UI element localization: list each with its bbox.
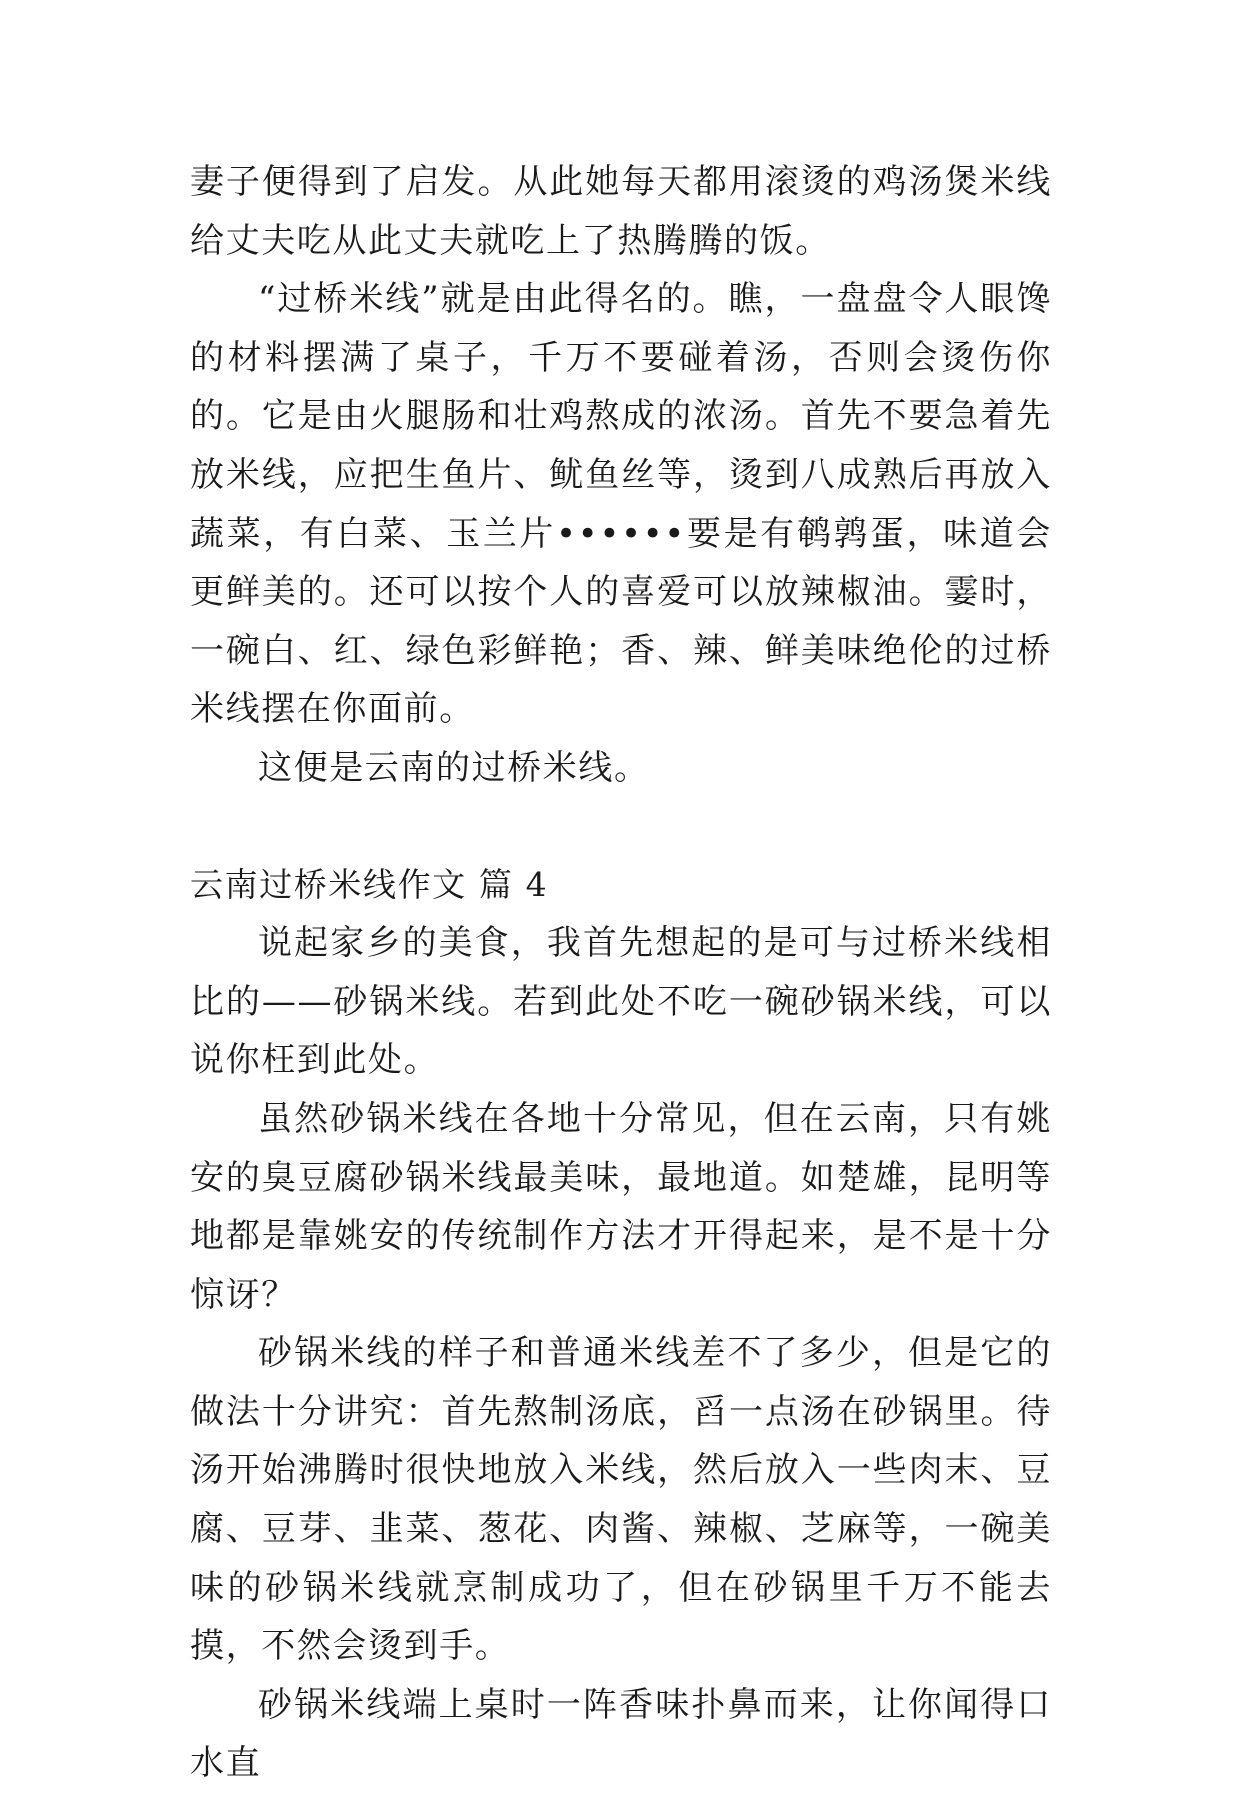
paragraph-conclusion: 这便是云南的过桥米线。 (258, 747, 650, 788)
paragraph-intro: 说起家乡的美食，我首先想起的是可与过桥米线相比的——砂锅米线。若到此处不吃一碗砂锅米线，可以说你枉到此处。 (190, 923, 1052, 1081)
section-heading: 云南过桥米线作文 篇 4 (190, 864, 549, 904)
paragraph-origin: “过桥米线”就是由此得名的。瞧，一盘盘令人眼馋的材料摆满了桌子，千万不要碰着汤，否则会烫伤你的。它是由火腿肠和壮鸡熬成的浓汤。首先不要急着先放米线，应把生鱼片、鱿鱼丝等，烫到八成熟后再放入蔬菜，有白菜、玉兰片••••••要是有鹌鹑蛋，味道会更鲜美的。还可以按个人的喜爱可以放辣椒油。霎时，一碗白、红、绿色彩鲜艳；香、辣、鲜美味绝伦的过桥米线摆在你面前。 (190, 279, 1052, 730)
paragraph-yaoan: 虽然砂锅米线在各地十分常见，但在云南，只有姚安的臭豆腐砂锅米线最美味，最地道。如楚雄，昆明等地都是靠姚安的传统制作方法才开得起来，是不是十分惊讶？ (190, 1098, 1052, 1315)
paragraph-serving: 砂锅米线端上桌时一阵香味扑鼻而来，让你闻得口水直 (190, 1684, 1052, 1784)
paragraph-method: 砂锅米线的样子和普通米线差不了多少，但是它的做法十分讲究：首先熬制汤底，舀一点汤在砂锅里。待汤开始沸腾时很快地放入米线，然后放入一些肉末、豆腐、豆芽、韭菜、葱花、肉酱、辣椒、芝麻等，一碗美味的砂锅米线就烹制成功了，但在砂锅里千万不能去摸，不然会烫到手。 (190, 1333, 1052, 1667)
document-body (190, 153, 1052, 1793)
paragraph-continued: 妻子便得到了启发。从此她每天都用滚烫的鸡汤煲米线给丈夫吃从此丈夫就吃上了热腾腾的饭。 (190, 162, 1052, 261)
